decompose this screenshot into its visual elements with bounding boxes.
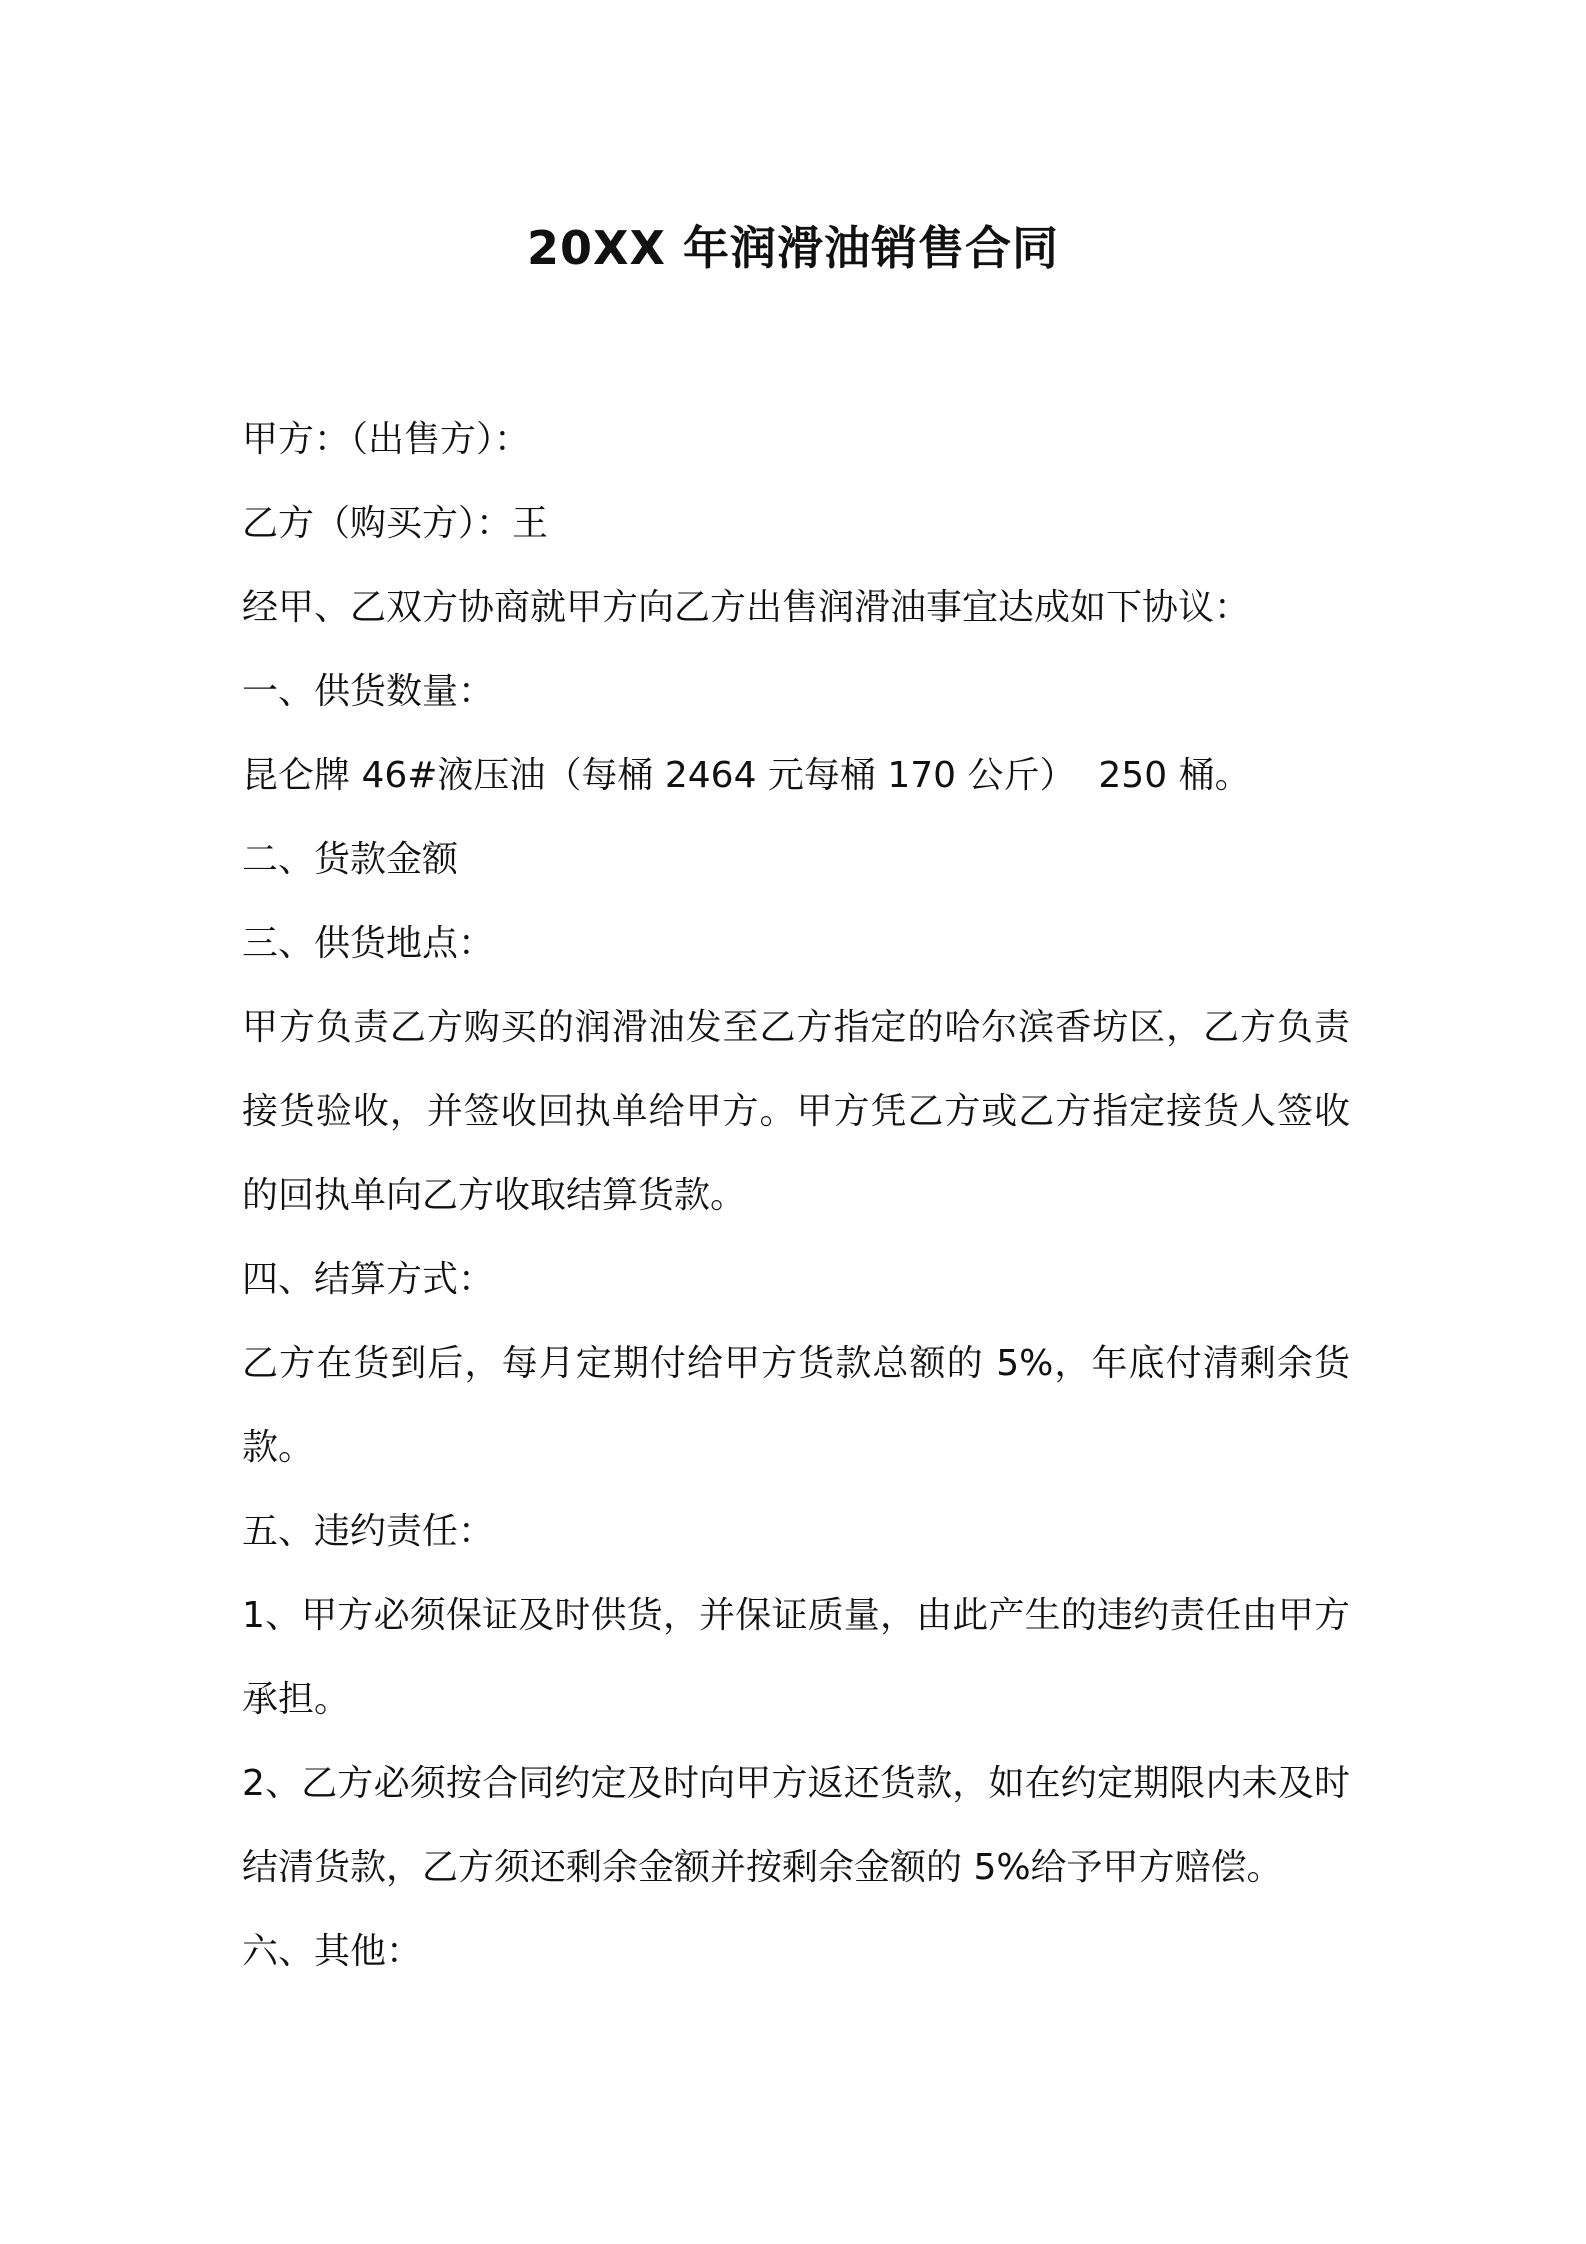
party-a-line: 甲方：（出售方）： (242, 419, 531, 460)
section-heading-supply-quantity: 一、供货数量： (242, 671, 495, 712)
document-body (242, 398, 1350, 1994)
section-heading-other: 六、其他： (242, 1931, 423, 1972)
settlement-method-detail: 乙方在货到后，每月定期付给甲方货款总额的 5%，年底付清剩余货款。 (242, 1343, 1350, 1468)
agreement-intro: 经甲、乙双方协商就甲方向乙方出售润滑油事宜达成如下协议： (242, 587, 1251, 628)
section-heading-breach-liability: 五、违约责任： (242, 1511, 495, 1552)
section-heading-payment-amount: 二、货款金额 (242, 839, 459, 880)
breach-clause-2: 2、乙方必须按合同约定及时向甲方返还货款，如在约定期限内未及时结清货款，乙方须还剩余金额并按剩余金额的 5%给予甲方赔偿。 (242, 1763, 1350, 1888)
party-b-line: 乙方（购买方）：王 (242, 503, 549, 544)
supply-quantity-detail: 昆仑牌 46#液压油（每桶 2464 元每桶 170 公斤） 250 桶。 (242, 755, 1251, 796)
document-title: 20XX 年润滑油销售合同 (527, 221, 1059, 275)
section-heading-settlement-method: 四、结算方式： (242, 1259, 495, 1300)
supply-location-detail: 甲方负责乙方购买的润滑油发至乙方指定的哈尔滨香坊区，乙方负责接货验收，并签收回执单给甲方。甲方凭乙方或乙方指定接货人签收的回执单向乙方收取结算货款。 (242, 1007, 1350, 1216)
breach-clause-1: 1、甲方必须保证及时供货，并保证质量，由此产生的违约责任由甲方承担。 (242, 1595, 1350, 1720)
section-heading-supply-location: 三、供货地点： (242, 923, 495, 964)
